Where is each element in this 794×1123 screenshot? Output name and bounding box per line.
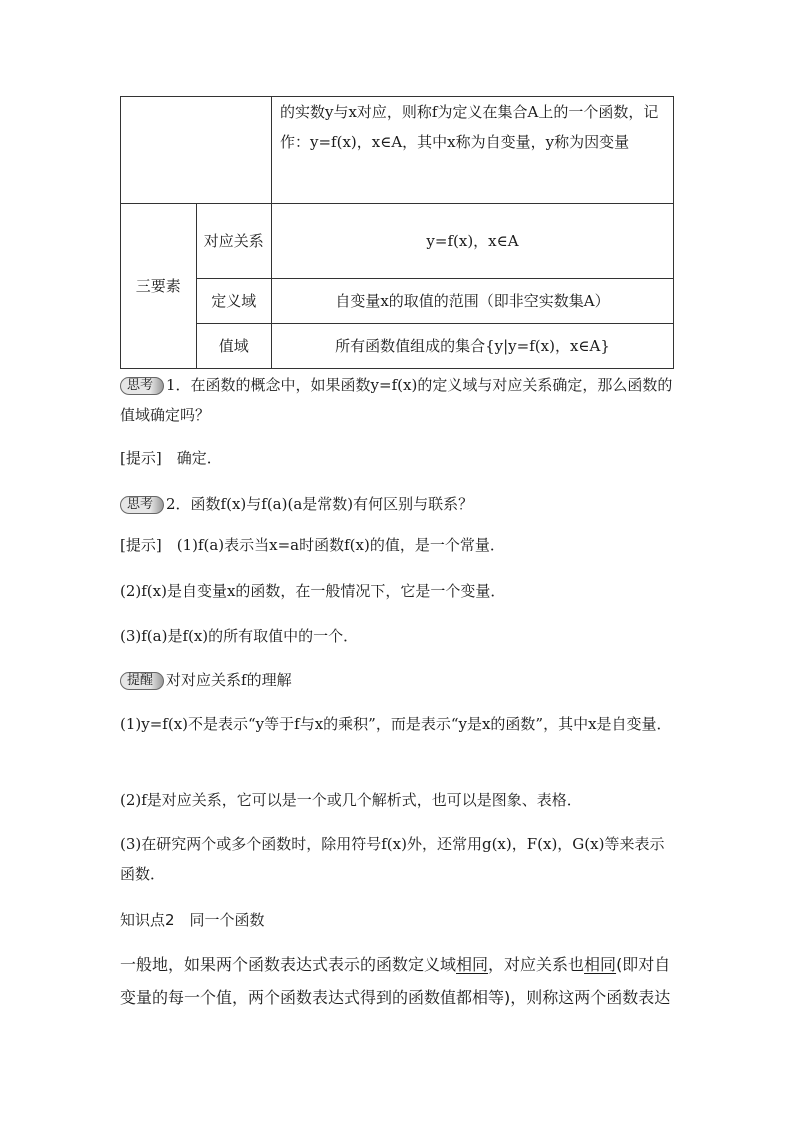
element-name-range: 值域 <box>196 324 272 369</box>
element-value-correspondence: y=f(x)，x∈A <box>272 204 674 279</box>
think2-question-text: 2．函数f(x)与f(a)(a是常数)有何区别与联系？ <box>166 495 474 513</box>
think1-question <box>120 370 676 430</box>
think2-hint-3: (3)f(a)是f(x)的所有取值中的一个． <box>120 627 359 645</box>
think1-hint: [提示] 确定． <box>120 449 222 467</box>
think-badge: 思考 <box>120 377 164 395</box>
three-elements-label: 三要素 <box>121 204 197 369</box>
reminder-heading <box>120 665 676 695</box>
think1-question-text: 1．在函数的概念中，如果函数y=f(x)的定义域与对应关系确定，那么函数的值域确定吗？ <box>120 376 673 424</box>
definition-text-cell: 的实数y与x对应，则称f为定义在集合A上的一个函数，记作：y=f(x)，x∈A，其中x称为自变量，y称为因变量 <box>272 97 674 204</box>
think2-question <box>120 489 676 519</box>
reminder-title: 对对应关系f的理解 <box>166 671 292 689</box>
think2-hint-2: (2)f(x)是自变量x的函数，在一般情况下，它是一个变量． <box>120 582 506 600</box>
element-value-range: 所有函数值组成的集合{y|y=f(x)，x∈A} <box>272 324 674 369</box>
reminder-point-2: (2)f是对应关系，它可以是一个或几个解析式，也可以是图象、表格． <box>120 791 582 809</box>
element-value-domain: 自变量x的取值的范围（即非空实数集A） <box>272 279 674 324</box>
k2-underlined-same-2: 相同 <box>584 955 617 974</box>
reminder-point-1: (1)y=f(x)不是表示“y等于f与x的乘积”，而是表示“y是x的函数”，其中x是自变量． <box>120 715 672 733</box>
element-name-correspondence: 对应关系 <box>196 204 272 279</box>
k2-text-b: ，对应关系也 <box>488 955 585 974</box>
function-definition-table <box>120 96 674 369</box>
reminder-badge: 提醒 <box>120 672 164 690</box>
knowledge-point-2-text <box>120 948 676 1014</box>
think-badge: 思考 <box>120 496 164 514</box>
k2-text-a: 一般地，如果两个函数表达式表示的函数定义域 <box>120 955 457 974</box>
element-name-domain: 定义域 <box>196 279 272 324</box>
k2-underlined-same-1: 相同 <box>456 955 489 974</box>
k2-text-c: (即对自变量的每一个值，两个函数表达式得到的函数值都相等)，则称这两个函数表达 <box>120 955 671 1007</box>
table-empty-cell <box>121 97 272 204</box>
knowledge-point-2-title: 知识点2 同一个函数 <box>120 911 265 929</box>
think2-hint-1: [提示] (1)f(a)表示当x=a时函数f(x)的值，是一个常量． <box>120 536 505 554</box>
reminder-point-3: (3)在研究两个或多个函数时，除用符号f(x)外，还常用g(x)，F(x)，G(x)等来表示函数． <box>120 835 665 883</box>
